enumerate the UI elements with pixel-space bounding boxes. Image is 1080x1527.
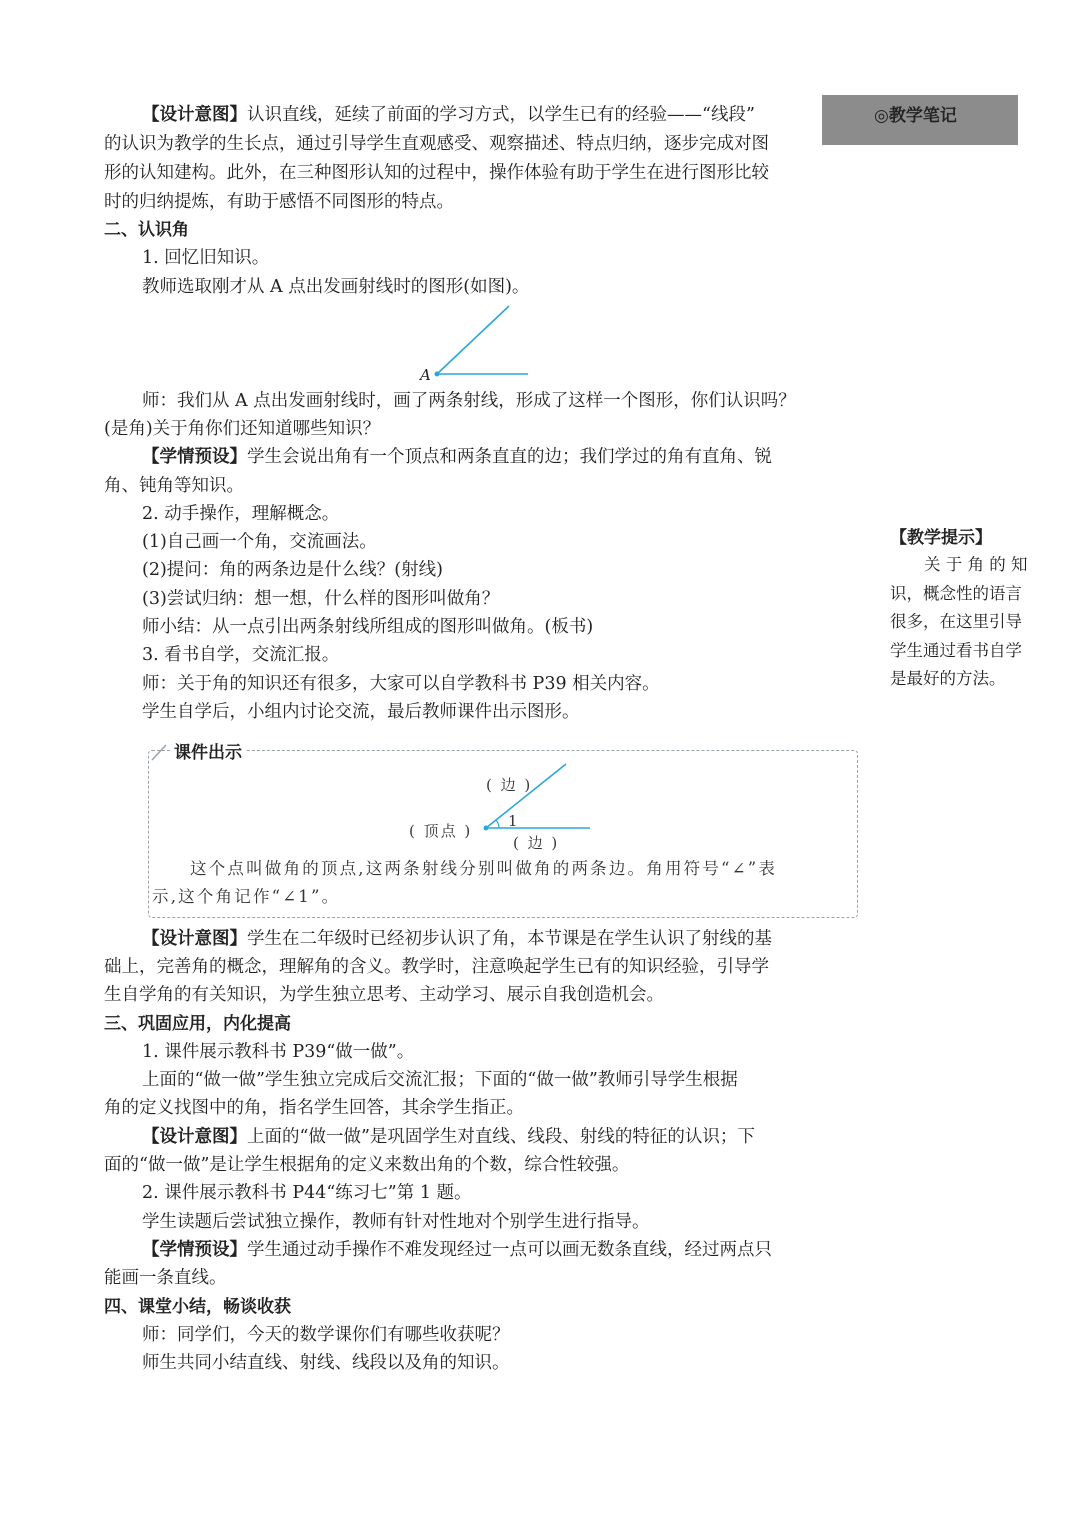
section2-item1: 1. 回忆旧知识。 [142,248,270,268]
design-intent-tag: 【设计意图】 [142,1127,247,1147]
section2-item2: 2. 动手操作，理解概念。 [142,504,340,524]
step-3: (3)尝试归纳：想一想，什么样的图形叫做角？ [142,589,500,609]
tip-line: 识，概念性的语言 [890,583,1022,603]
section-heading-2: 二、认识角 [104,220,189,240]
paragraph-line: 能画一条直线。 [104,1268,227,1288]
paragraph-line: 生自学角的有关知识，为学生独立思考、主动学习、展示自我创造机会。 [104,985,664,1005]
teaching-tip-title: 【教学提示】 [890,528,992,548]
design-intent-text: 学生在二年级时已经初步认识了角，本节课是在学生认识了射线的基 [247,929,772,949]
edge-top-label: ( 边 ) [486,776,533,794]
student-line: 学生自学后，小组内讨论交流，最后教师课件出示图形。 [142,702,580,722]
paragraph-line: 形的认知建构。此外，在三种图形认知的过程中，操作体验有助于学生在进行图形比较 [104,163,769,183]
design-intent-tag: 【设计意图】 [142,929,247,949]
paragraph-line: 师：同学们，今天的数学课你们有哪些收获呢？ [142,1325,510,1345]
teacher-line: 师：关于角的知识还有很多，大家可以自学教科书 P39 相关内容。 [142,674,660,694]
angle-number-label: 1 [508,812,520,830]
point-a-label: A [420,366,431,384]
student-preset-text: 学生通过动手操作不难发现经过一点可以画无数条直线，经过两点只 [247,1240,772,1260]
design-intent-text: 上面的“做一做”是巩固学生对直线、线段、射线的特征的认识；下 [247,1127,755,1147]
section-heading-3: 三、巩固应用，内化提高 [104,1014,291,1034]
paragraph-line: 础上，完善角的概念，理解角的含义。教学时，注意唤起学生已有的知识经验，引导学 [104,957,769,977]
paragraph-line: 角的定义找图中的角，指名学生回答，其余学生指正。 [104,1098,524,1118]
courseware-text-2: 示,这个角记作“∠1”。 [152,887,341,906]
design-intent-text: 认识直线，延续了前面的学习方式，以学生已有的经验——“线段” [247,105,755,125]
design-intent-3 [142,1123,864,1152]
section-heading-4: 四、课堂小结，畅谈收获 [104,1297,291,1317]
teaching-notes-header: ◎教学笔记 [822,95,1018,145]
student-preset-text: 学生会说出角有一个顶点和两条直直的边；我们学过的角有直角、锐 [247,447,772,467]
paragraph-line: 师生共同小结直线、射线、线段以及角的知识。 [142,1353,510,1373]
paragraph-line: 时的归纳提炼，有助于感悟不同图形的特点。 [104,192,454,212]
paragraph-line: 学生读题后尝试独立操作，教师有针对性地对个别学生进行指导。 [142,1212,650,1232]
section2-item3: 3. 看书自学，交流汇报。 [142,645,340,665]
paragraph-line: 的认识为教学的生长点，通过引导学生直观感受、观察描述、特点归纳，逐步完成对图 [104,134,769,154]
step-1: (1)自己画一个角，交流画法。 [142,532,377,552]
student-preset-2 [142,1236,864,1265]
section3-item1: 1. 课件展示教科书 P39“做一做”。 [142,1042,415,1062]
courseware-title: 课件出示 [170,738,246,763]
student-preset-tag: 【学情预设】 [142,1240,247,1260]
vertex-point [484,826,489,831]
tip-line: 很多，在这里引导 [890,612,1022,632]
angle-arc [496,820,499,828]
vertex-label: ( 顶点 ) [409,822,473,840]
teacher-question-2: (是角)关于角你们还知道哪些知识？ [104,419,381,439]
design-intent-tag: 【设计意图】 [142,105,247,125]
design-intent-2 [142,925,864,954]
edge-bottom-label: ( 边 ) [513,834,560,852]
student-preset-tag: 【学情预设】 [142,447,247,467]
paragraph-line: 上面的“做一做”学生独立完成后交流汇报；下面的“做一做”教师引导学生根据 [142,1070,738,1090]
section2-item1-desc: 教师选取刚才从 A 点出发画射线时的图形(如图)。 [142,277,530,297]
paragraph-line: 角、钝角等知识。 [104,476,244,496]
teacher-question-1: 师：我们从 A 点出发画射线时，画了两条射线，形成了这样一个图形，你们认识吗？ [142,391,796,411]
step-2: (2)提问：角的两条边是什么线？(射线) [142,560,443,580]
tip-line: 是最好的方法。 [890,669,1006,689]
section3-item2: 2. 课件展示教科书 P44“练习七”第 1 题。 [142,1183,472,1203]
paragraph-line: 面的“做一做”是让学生根据角的定义来数出角的个数，综合性较强。 [104,1155,630,1175]
teacher-summary: 师小结：从一点引出两条射线所组成的图形叫做角。(板书) [142,617,594,637]
tip-line: 学生通过看书自学 [890,640,1022,660]
courseware-text-1: 这个点叫做角的顶点,这两条射线分别叫做角的两条边。角用符号“∠”表 [190,859,778,878]
tip-line: 关 于 角 的 知 [924,555,1028,574]
